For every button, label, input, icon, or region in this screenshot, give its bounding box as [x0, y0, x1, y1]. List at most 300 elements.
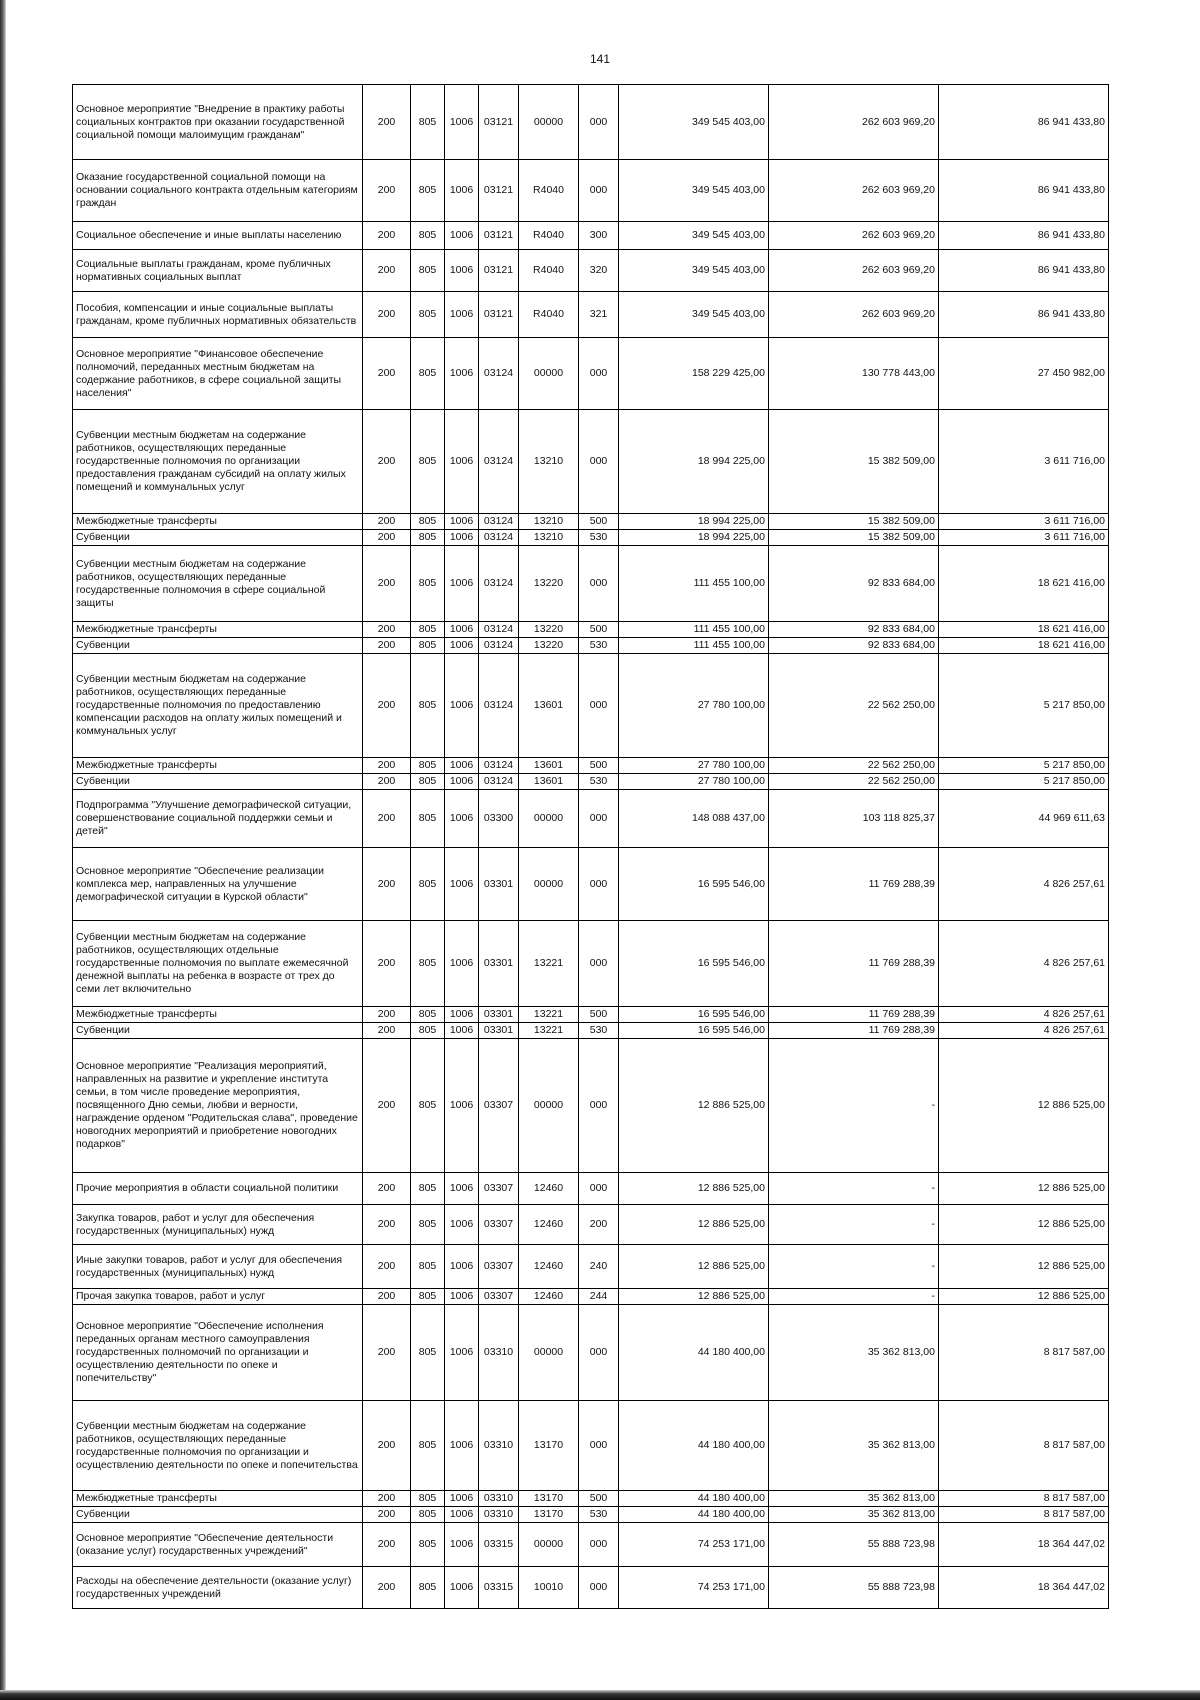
row-amount-remaining: 12 886 525,00: [939, 1205, 1109, 1245]
row-expense-type-code: 240: [579, 1245, 619, 1289]
row-amount-planned: 12 886 525,00: [619, 1245, 769, 1289]
row-program-code: 03310: [479, 1305, 519, 1401]
row-description: Субвенции местным бюджетам на содержание работников, осуществляющих переданные государственные полномочия по предоставлению компенсации расходов на оплату жилых помещений и коммунальных услуг: [73, 654, 363, 758]
table-row: [73, 654, 1109, 758]
row-subsection-code: 1006: [445, 1289, 479, 1305]
row-expense-type-code: 530: [579, 638, 619, 654]
row-description: Субвенции местным бюджетам на содержание работников, осуществляющих переданные государственные полномочия в сфере социальной защиты: [73, 546, 363, 622]
row-subsection-code: 1006: [445, 1491, 479, 1507]
row-program-code: 03124: [479, 514, 519, 530]
row-direction-code: 12460: [519, 1205, 579, 1245]
row-description: Межбюджетные трансферты: [73, 622, 363, 638]
row-amount-executed: 22 562 250,00: [769, 758, 939, 774]
row-description: Оказание государственной социальной помощи на основании социального контракта отдельным категориям граждан: [73, 160, 363, 222]
row-grbs-code: 200: [363, 292, 411, 338]
row-subsection-code: 1006: [445, 774, 479, 790]
row-description: Субвенции: [73, 638, 363, 654]
row-amount-remaining: 8 817 587,00: [939, 1401, 1109, 1491]
row-amount-remaining: 86 941 433,80: [939, 85, 1109, 160]
row-amount-executed: 35 362 813,00: [769, 1401, 939, 1491]
row-amount-remaining: 18 364 447,02: [939, 1523, 1109, 1567]
row-expense-type-code: 320: [579, 250, 619, 292]
row-section-code: 805: [411, 1523, 445, 1567]
row-direction-code: 12460: [519, 1289, 579, 1305]
row-expense-type-code: 530: [579, 1023, 619, 1039]
row-subsection-code: 1006: [445, 85, 479, 160]
row-subsection-code: 1006: [445, 410, 479, 514]
row-amount-planned: 16 595 546,00: [619, 1007, 769, 1023]
row-amount-planned: 44 180 400,00: [619, 1305, 769, 1401]
row-direction-code: 13220: [519, 638, 579, 654]
row-grbs-code: 200: [363, 1007, 411, 1023]
row-subsection-code: 1006: [445, 921, 479, 1007]
row-amount-remaining: 4 826 257,61: [939, 1007, 1109, 1023]
row-subsection-code: 1006: [445, 250, 479, 292]
table-row: [73, 1023, 1109, 1039]
row-amount-remaining: 86 941 433,80: [939, 250, 1109, 292]
row-amount-remaining: 12 886 525,00: [939, 1245, 1109, 1289]
row-amount-planned: 111 455 100,00: [619, 638, 769, 654]
row-direction-code: 13221: [519, 1007, 579, 1023]
row-amount-executed: -: [769, 1289, 939, 1305]
row-amount-executed: 22 562 250,00: [769, 774, 939, 790]
row-grbs-code: 200: [363, 85, 411, 160]
row-grbs-code: 200: [363, 1039, 411, 1173]
row-expense-type-code: 530: [579, 1507, 619, 1523]
table-row: [73, 1507, 1109, 1523]
row-grbs-code: 200: [363, 848, 411, 921]
row-amount-executed: 262 603 969,20: [769, 250, 939, 292]
row-description: Основное мероприятие "Реализация мероприятий, направленных на развитие и укрепление института семьи, в том числе проведение мероприятия, посвященного Дню семьи, любви и верности, награждение орденом "Родительская слава", проведение новогодних мероприятий и приобретение новогодних подарков": [73, 1039, 363, 1173]
row-amount-planned: 12 886 525,00: [619, 1173, 769, 1205]
row-amount-planned: 16 595 546,00: [619, 848, 769, 921]
row-description: Межбюджетные трансферты: [73, 1491, 363, 1507]
row-grbs-code: 200: [363, 1205, 411, 1245]
row-direction-code: 12460: [519, 1173, 579, 1205]
row-amount-remaining: 12 886 525,00: [939, 1173, 1109, 1205]
row-amount-planned: 16 595 546,00: [619, 921, 769, 1007]
row-amount-planned: 12 886 525,00: [619, 1289, 769, 1305]
row-amount-executed: 55 888 723,98: [769, 1567, 939, 1609]
row-direction-code: 13221: [519, 921, 579, 1007]
row-expense-type-code: 000: [579, 85, 619, 160]
row-amount-executed: 92 833 684,00: [769, 638, 939, 654]
row-amount-planned: 16 595 546,00: [619, 1023, 769, 1039]
row-description: Основное мероприятие "Внедрение в практику работы социальных контрактов при оказании государственной социальной помощи малоимущим гражданам": [73, 85, 363, 160]
table-row: [73, 1401, 1109, 1491]
row-amount-executed: 35 362 813,00: [769, 1305, 939, 1401]
row-description: Субвенции местным бюджетам на содержание работников, осуществляющих переданные государственные полномочия по организации и осуществлению деятельности по опеке и попечительства: [73, 1401, 363, 1491]
row-program-code: 03124: [479, 338, 519, 410]
row-subsection-code: 1006: [445, 1305, 479, 1401]
row-grbs-code: 200: [363, 1523, 411, 1567]
scan-edge-left: [0, 0, 6, 1700]
row-program-code: 03121: [479, 222, 519, 250]
row-section-code: 805: [411, 1007, 445, 1023]
row-amount-remaining: 27 450 982,00: [939, 338, 1109, 410]
row-direction-code: 13601: [519, 758, 579, 774]
row-subsection-code: 1006: [445, 622, 479, 638]
row-program-code: 03301: [479, 921, 519, 1007]
row-subsection-code: 1006: [445, 758, 479, 774]
row-subsection-code: 1006: [445, 1401, 479, 1491]
row-amount-executed: 11 769 288,39: [769, 848, 939, 921]
table-row: [73, 85, 1109, 160]
table-row: [73, 758, 1109, 774]
row-amount-executed: 35 362 813,00: [769, 1507, 939, 1523]
row-grbs-code: 200: [363, 530, 411, 546]
row-grbs-code: 200: [363, 1567, 411, 1609]
row-amount-executed: 262 603 969,20: [769, 292, 939, 338]
row-amount-planned: 12 886 525,00: [619, 1039, 769, 1173]
row-grbs-code: 200: [363, 1491, 411, 1507]
row-description: Социальное обеспечение и иные выплаты населению: [73, 222, 363, 250]
row-program-code: 03121: [479, 250, 519, 292]
row-grbs-code: 200: [363, 514, 411, 530]
row-section-code: 805: [411, 1023, 445, 1039]
row-direction-code: 00000: [519, 1039, 579, 1173]
row-direction-code: 00000: [519, 338, 579, 410]
row-direction-code: 10010: [519, 1567, 579, 1609]
row-amount-planned: 18 994 225,00: [619, 530, 769, 546]
row-expense-type-code: 200: [579, 1205, 619, 1245]
row-expense-type-code: 530: [579, 530, 619, 546]
row-section-code: 805: [411, 410, 445, 514]
row-description: Расходы на обеспечение деятельности (оказание услуг) государственных учреждений: [73, 1567, 363, 1609]
row-section-code: 805: [411, 1567, 445, 1609]
row-section-code: 805: [411, 1491, 445, 1507]
row-amount-remaining: 44 969 611,63: [939, 790, 1109, 848]
row-grbs-code: 200: [363, 1023, 411, 1039]
row-subsection-code: 1006: [445, 514, 479, 530]
row-amount-remaining: 5 217 850,00: [939, 774, 1109, 790]
row-amount-executed: 262 603 969,20: [769, 160, 939, 222]
row-program-code: 03124: [479, 758, 519, 774]
row-amount-planned: 74 253 171,00: [619, 1523, 769, 1567]
row-grbs-code: 200: [363, 1289, 411, 1305]
table-row: [73, 1173, 1109, 1205]
row-expense-type-code: 000: [579, 921, 619, 1007]
row-direction-code: 13210: [519, 514, 579, 530]
table-row: [73, 1289, 1109, 1305]
row-description: Межбюджетные трансферты: [73, 514, 363, 530]
row-subsection-code: 1006: [445, 1507, 479, 1523]
row-section-code: 805: [411, 1289, 445, 1305]
row-subsection-code: 1006: [445, 654, 479, 758]
table-row: [73, 546, 1109, 622]
row-grbs-code: 200: [363, 921, 411, 1007]
row-amount-remaining: 18 364 447,02: [939, 1567, 1109, 1609]
row-section-code: 805: [411, 654, 445, 758]
row-description: Основное мероприятие "Обеспечение реализации комплекса мер, направленных на улучшение демографической ситуации в Курской области": [73, 848, 363, 921]
row-subsection-code: 1006: [445, 1205, 479, 1245]
table-row: [73, 1245, 1109, 1289]
row-description: Субвенции: [73, 1507, 363, 1523]
row-expense-type-code: 000: [579, 654, 619, 758]
table-row: [73, 530, 1109, 546]
row-amount-executed: 15 382 509,00: [769, 514, 939, 530]
row-direction-code: R4040: [519, 292, 579, 338]
row-amount-remaining: 12 886 525,00: [939, 1289, 1109, 1305]
row-program-code: 03307: [479, 1173, 519, 1205]
row-direction-code: 13601: [519, 654, 579, 758]
row-program-code: 03124: [479, 638, 519, 654]
row-grbs-code: 200: [363, 1305, 411, 1401]
row-amount-executed: 22 562 250,00: [769, 654, 939, 758]
table-row: [73, 921, 1109, 1007]
row-subsection-code: 1006: [445, 1007, 479, 1023]
row-amount-executed: -: [769, 1039, 939, 1173]
row-program-code: 03124: [479, 530, 519, 546]
row-direction-code: 00000: [519, 85, 579, 160]
row-amount-planned: 158 229 425,00: [619, 338, 769, 410]
row-program-code: 03121: [479, 292, 519, 338]
row-expense-type-code: 530: [579, 774, 619, 790]
row-section-code: 805: [411, 921, 445, 1007]
budget-table: [72, 84, 1109, 1609]
row-program-code: 03301: [479, 1007, 519, 1023]
row-direction-code: 13170: [519, 1401, 579, 1491]
row-grbs-code: 200: [363, 1507, 411, 1523]
row-subsection-code: 1006: [445, 160, 479, 222]
row-program-code: 03301: [479, 848, 519, 921]
row-program-code: 03121: [479, 85, 519, 160]
row-section-code: 805: [411, 250, 445, 292]
table-row: [73, 410, 1109, 514]
row-expense-type-code: 500: [579, 514, 619, 530]
row-subsection-code: 1006: [445, 638, 479, 654]
table-row: [73, 774, 1109, 790]
row-amount-planned: 18 994 225,00: [619, 410, 769, 514]
row-amount-planned: 111 455 100,00: [619, 622, 769, 638]
row-description: Основное мероприятие "Обеспечение деятельности (оказание услуг) государственных учреждений": [73, 1523, 363, 1567]
row-description: Межбюджетные трансферты: [73, 1007, 363, 1023]
row-direction-code: 00000: [519, 1305, 579, 1401]
row-direction-code: 13220: [519, 622, 579, 638]
row-subsection-code: 1006: [445, 1173, 479, 1205]
row-expense-type-code: 500: [579, 1007, 619, 1023]
table-row: [73, 1523, 1109, 1567]
row-grbs-code: 200: [363, 338, 411, 410]
row-amount-executed: 130 778 443,00: [769, 338, 939, 410]
row-amount-planned: 349 545 403,00: [619, 160, 769, 222]
row-amount-remaining: 3 611 716,00: [939, 530, 1109, 546]
row-expense-type-code: 000: [579, 338, 619, 410]
row-amount-executed: -: [769, 1205, 939, 1245]
row-expense-type-code: 000: [579, 848, 619, 921]
row-description: Прочая закупка товаров, работ и услуг: [73, 1289, 363, 1305]
row-subsection-code: 1006: [445, 848, 479, 921]
row-section-code: 805: [411, 758, 445, 774]
row-direction-code: 13170: [519, 1491, 579, 1507]
row-expense-type-code: 000: [579, 1173, 619, 1205]
row-direction-code: 13221: [519, 1023, 579, 1039]
row-grbs-code: 200: [363, 1245, 411, 1289]
row-section-code: 805: [411, 85, 445, 160]
row-amount-remaining: 8 817 587,00: [939, 1305, 1109, 1401]
row-section-code: 805: [411, 1245, 445, 1289]
table-row: [73, 848, 1109, 921]
row-description: Социальные выплаты гражданам, кроме публичных нормативных социальных выплат: [73, 250, 363, 292]
row-section-code: 805: [411, 1305, 445, 1401]
row-expense-type-code: 000: [579, 1401, 619, 1491]
scan-edge-bottom: [0, 1690, 1200, 1700]
row-subsection-code: 1006: [445, 292, 479, 338]
row-amount-planned: 349 545 403,00: [619, 85, 769, 160]
row-amount-planned: 44 180 400,00: [619, 1507, 769, 1523]
row-description: Субвенции: [73, 774, 363, 790]
table-row: [73, 1491, 1109, 1507]
row-expense-type-code: 000: [579, 1523, 619, 1567]
row-amount-remaining: 5 217 850,00: [939, 758, 1109, 774]
row-grbs-code: 200: [363, 638, 411, 654]
row-description: Субвенции местным бюджетам на содержание работников, осуществляющих переданные государственные полномочия по организации предоставления гражданам субсидий на оплату жилых помещений и коммунальных услуг: [73, 410, 363, 514]
table-row: [73, 1039, 1109, 1173]
row-direction-code: R4040: [519, 160, 579, 222]
row-amount-remaining: 3 611 716,00: [939, 514, 1109, 530]
row-program-code: 03124: [479, 410, 519, 514]
row-program-code: 03307: [479, 1289, 519, 1305]
row-description: Межбюджетные трансферты: [73, 758, 363, 774]
row-amount-remaining: 12 886 525,00: [939, 1039, 1109, 1173]
row-program-code: 03315: [479, 1567, 519, 1609]
row-subsection-code: 1006: [445, 1567, 479, 1609]
table-row: [73, 1567, 1109, 1609]
row-expense-type-code: 000: [579, 160, 619, 222]
row-description: Прочие мероприятия в области социальной политики: [73, 1173, 363, 1205]
row-amount-executed: 55 888 723,98: [769, 1523, 939, 1567]
row-amount-executed: 11 769 288,39: [769, 1007, 939, 1023]
row-section-code: 805: [411, 338, 445, 410]
row-section-code: 805: [411, 1173, 445, 1205]
row-amount-planned: 349 545 403,00: [619, 250, 769, 292]
table-row: [73, 338, 1109, 410]
budget-table-body: [73, 85, 1109, 1609]
row-amount-planned: 74 253 171,00: [619, 1567, 769, 1609]
row-amount-remaining: 4 826 257,61: [939, 921, 1109, 1007]
row-description: Субвенции: [73, 530, 363, 546]
row-expense-type-code: 500: [579, 758, 619, 774]
row-grbs-code: 200: [363, 654, 411, 758]
row-amount-planned: 27 780 100,00: [619, 774, 769, 790]
row-section-code: 805: [411, 514, 445, 530]
row-amount-remaining: 86 941 433,80: [939, 292, 1109, 338]
row-expense-type-code: 000: [579, 410, 619, 514]
row-amount-planned: 44 180 400,00: [619, 1491, 769, 1507]
row-subsection-code: 1006: [445, 222, 479, 250]
row-amount-planned: 349 545 403,00: [619, 222, 769, 250]
row-direction-code: 13210: [519, 530, 579, 546]
row-grbs-code: 200: [363, 250, 411, 292]
row-amount-executed: 15 382 509,00: [769, 410, 939, 514]
row-amount-remaining: 5 217 850,00: [939, 654, 1109, 758]
row-program-code: 03301: [479, 1023, 519, 1039]
row-section-code: 805: [411, 774, 445, 790]
row-amount-executed: 262 603 969,20: [769, 85, 939, 160]
row-section-code: 805: [411, 530, 445, 546]
row-program-code: 03310: [479, 1401, 519, 1491]
row-amount-remaining: 8 817 587,00: [939, 1491, 1109, 1507]
row-amount-planned: 12 886 525,00: [619, 1205, 769, 1245]
table-row: [73, 514, 1109, 530]
row-amount-planned: 27 780 100,00: [619, 758, 769, 774]
table-row: [73, 222, 1109, 250]
row-amount-remaining: 86 941 433,80: [939, 222, 1109, 250]
row-expense-type-code: 321: [579, 292, 619, 338]
table-row: [73, 622, 1109, 638]
row-grbs-code: 200: [363, 1173, 411, 1205]
row-expense-type-code: 000: [579, 1567, 619, 1609]
row-subsection-code: 1006: [445, 790, 479, 848]
row-subsection-code: 1006: [445, 1523, 479, 1567]
row-amount-executed: 11 769 288,39: [769, 921, 939, 1007]
row-amount-remaining: 4 826 257,61: [939, 1023, 1109, 1039]
table-row: [73, 638, 1109, 654]
row-section-code: 805: [411, 1507, 445, 1523]
row-amount-planned: 349 545 403,00: [619, 292, 769, 338]
row-direction-code: 12460: [519, 1245, 579, 1289]
row-amount-remaining: 8 817 587,00: [939, 1507, 1109, 1523]
table-row: [73, 790, 1109, 848]
row-grbs-code: 200: [363, 546, 411, 622]
row-expense-type-code: 000: [579, 1305, 619, 1401]
row-amount-remaining: 4 826 257,61: [939, 848, 1109, 921]
row-subsection-code: 1006: [445, 338, 479, 410]
row-amount-planned: 148 088 437,00: [619, 790, 769, 848]
row-direction-code: R4040: [519, 222, 579, 250]
row-description: Закупка товаров, работ и услуг для обеспечения государственных (муниципальных) нужд: [73, 1205, 363, 1245]
table-row: [73, 1205, 1109, 1245]
row-grbs-code: 200: [363, 790, 411, 848]
row-program-code: 03307: [479, 1205, 519, 1245]
row-program-code: 03124: [479, 622, 519, 638]
row-section-code: 805: [411, 638, 445, 654]
row-grbs-code: 200: [363, 160, 411, 222]
table-row: [73, 292, 1109, 338]
row-description: Основное мероприятие "Обеспечение исполнения переданных органам местного самоуправления государственных полномочий по организации и осуществлению деятельности по опеке и попечительству": [73, 1305, 363, 1401]
table-row: [73, 250, 1109, 292]
row-subsection-code: 1006: [445, 1245, 479, 1289]
row-expense-type-code: 000: [579, 1039, 619, 1173]
row-expense-type-code: 000: [579, 546, 619, 622]
row-section-code: 805: [411, 622, 445, 638]
row-section-code: 805: [411, 848, 445, 921]
row-program-code: 03310: [479, 1507, 519, 1523]
row-amount-remaining: 18 621 416,00: [939, 638, 1109, 654]
row-amount-executed: 103 118 825,37: [769, 790, 939, 848]
table-row: [73, 1305, 1109, 1401]
row-amount-executed: -: [769, 1245, 939, 1289]
row-program-code: 03124: [479, 774, 519, 790]
row-expense-type-code: 244: [579, 1289, 619, 1305]
row-description: Субвенции местным бюджетам на содержание работников, осуществляющих отдельные государственные полномочия по выплате ежемесячной денежной выплаты на ребенка в возрасте от трех до семи лет включительно: [73, 921, 363, 1007]
row-program-code: 03124: [479, 546, 519, 622]
row-section-code: 805: [411, 1401, 445, 1491]
row-expense-type-code: 300: [579, 222, 619, 250]
row-description: Иные закупки товаров, работ и услуг для обеспечения государственных (муниципальных) нужд: [73, 1245, 363, 1289]
row-direction-code: 00000: [519, 848, 579, 921]
row-amount-executed: 11 769 288,39: [769, 1023, 939, 1039]
row-section-code: 805: [411, 1039, 445, 1173]
row-amount-planned: 44 180 400,00: [619, 1401, 769, 1491]
row-description: Основное мероприятие "Финансовое обеспечение полномочий, переданных местным бюджетам на содержание работников, в сфере социальной защиты населения": [73, 338, 363, 410]
row-section-code: 805: [411, 1205, 445, 1245]
table-row: [73, 1007, 1109, 1023]
row-amount-planned: 27 780 100,00: [619, 654, 769, 758]
row-grbs-code: 200: [363, 222, 411, 250]
row-grbs-code: 200: [363, 622, 411, 638]
row-description: Подпрограмма "Улучшение демографической ситуации, совершенствование социальной поддержки семьи и детей": [73, 790, 363, 848]
